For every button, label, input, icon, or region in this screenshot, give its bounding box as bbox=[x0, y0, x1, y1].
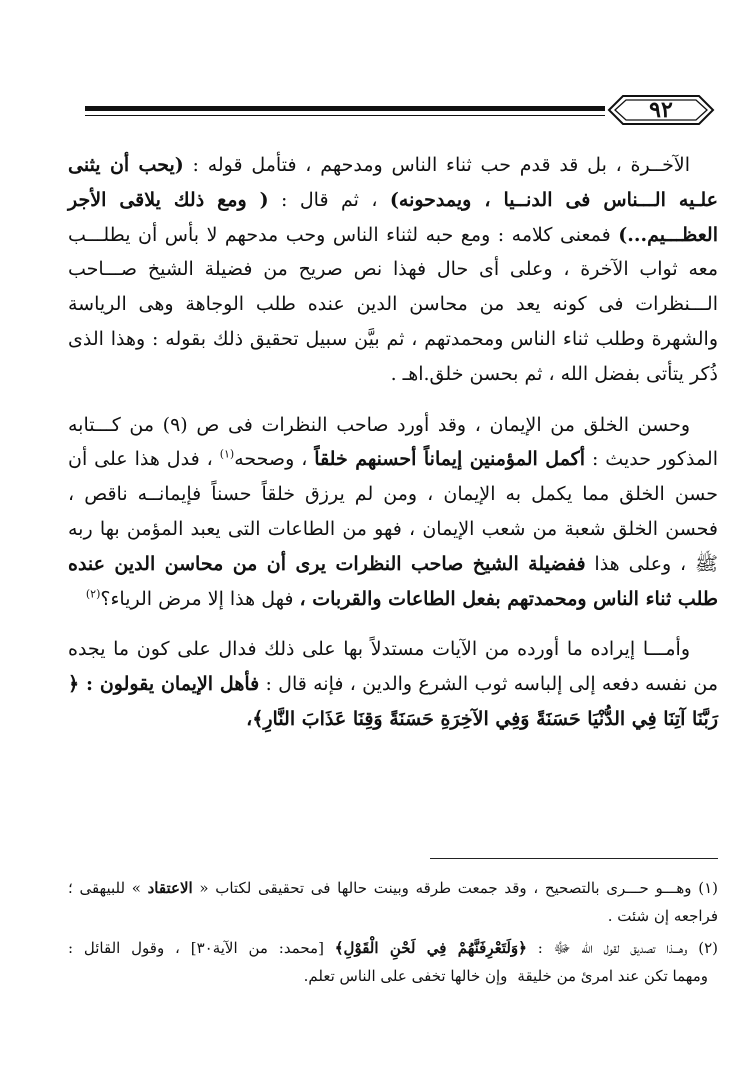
footnote-2 bbox=[68, 934, 718, 990]
poem-hemistich-2: وإن خالها تخفى على الناس تعلم. bbox=[303, 967, 508, 985]
bold-statement: ففضيلة الشيخ صاحب النظرات يرى أن من محاسن الدين عنده طلب ثناء الناس ومحمدتهم بفعل الطاعات والقربات ، bbox=[68, 552, 718, 610]
text-run: فهل هذا إلا مرض الرياء؟ bbox=[100, 587, 300, 610]
text-run: ، ثم قال : bbox=[268, 188, 390, 211]
footnote-separator bbox=[430, 858, 718, 859]
text-run: وأمـــا إيراده ما أورده من الآيات مستدلاً بها على ذلك فدال على كون ما يجده من نفسه دفعه إلى إلباسه ثوب الشرع والدين ، فإنه قال : bbox=[68, 638, 718, 696]
bold-quote: (يحب أن يثنى علـيه الـــناس فى الدنــيا ، ويمدحونه) bbox=[68, 154, 718, 211]
footnote-ref-1: (١) bbox=[219, 448, 235, 462]
main-text bbox=[68, 148, 718, 737]
header-rule-thin bbox=[85, 115, 605, 116]
text-run: ، فدل هذا على أن حسن الخلق مما يكمل به الإيمان ، ومن لم يرزق خلقاً حسناً فإيمانــه ناقص ، فحسن الخلق شعبة من شعب الإيمان ، فهو من الطاعات التى يعبد المؤمن بها ربه ﷺ ، وعلى هذا bbox=[68, 448, 719, 575]
paragraph-3 bbox=[68, 632, 718, 736]
book-title: الاعتقاد bbox=[147, 879, 193, 897]
footnotes bbox=[68, 874, 718, 990]
poem-hemistich-1: ومهما تكن عند امرئ من خليقة bbox=[517, 967, 708, 985]
footnote-ref-2: (٢) bbox=[85, 587, 101, 601]
header-rule-thick bbox=[85, 106, 605, 111]
bold-quote: ( ومع ذلك يلاقى الأجر العظـــيم...) bbox=[68, 188, 718, 246]
text-run: (١) وهـــو حـــرى بالتصحيح ، وقد جمعت طرقه وبينت حالها فى تحقيقى لكتاب « bbox=[192, 879, 719, 897]
quran-verse: ﴿وَلَتَعْرِفَنَّهُمْ فِي لَحْنِ الْقَوْلِ﴾ bbox=[334, 939, 527, 957]
text-run: » للبيهقى ؛ فراجعه إن شئت . bbox=[68, 879, 718, 925]
text-run: وحسن الخلق من الإيمان ، وقد أورد صاحب النظرات فى ص (٩) من كـــتابه المذكور حديث : bbox=[68, 413, 718, 471]
page-number: ٩٢ bbox=[649, 97, 673, 123]
text-run: (٢) وهـــذا تصديق لقول الله ﷻ : bbox=[526, 939, 718, 957]
hadith-quote: أكمل المؤمنين إيماناً أحسنهم خلقاً bbox=[314, 448, 586, 471]
page-number-badge bbox=[605, 92, 717, 128]
text-run: الآخــرة ، بل قد قدم حب ثناء الناس ومدحهم ، فتأمل قوله : bbox=[183, 154, 690, 176]
paragraph-1 bbox=[68, 148, 718, 392]
paragraph-2 bbox=[68, 408, 718, 617]
text-run: ، وصححه bbox=[234, 448, 315, 471]
footnote-1 bbox=[68, 874, 718, 930]
text-run: [محمد: من الآية٣٠] ، وقول القائل : bbox=[68, 939, 335, 957]
quran-verse: فأهل الإيمان يقولون : ﴿ رَبَّنَا آتِنَا فِي الدُّنْيَا حَسَنَةً وَفِي الآخِرَةِ حَسَنَةً وَقِنَا عَذَابَ النَّارِ﴾، bbox=[68, 673, 718, 730]
text-run: فمعنى كلامه : ومع حبه لثناء الناس وحب مدحهم لا بأس أن يطلـــب معه ثواب الآخرة ، وعلى أى حال فهذا نص صريح من فضيلة الشيخ صـــاحب الـــنظرات فى كونه يعد من محاسن الدين عنده طلب الوجاهة وهى الرياسة والشهرة وطلب ثناء الناس ومحمدتهم ، ثم بيَّن سبيل تحقيق ذلك بقوله : وهذا الذى ذُكر يتأتى بفضل الله ، ثم بحسن خلق.اهـ . bbox=[68, 223, 718, 385]
page-header bbox=[85, 92, 717, 128]
